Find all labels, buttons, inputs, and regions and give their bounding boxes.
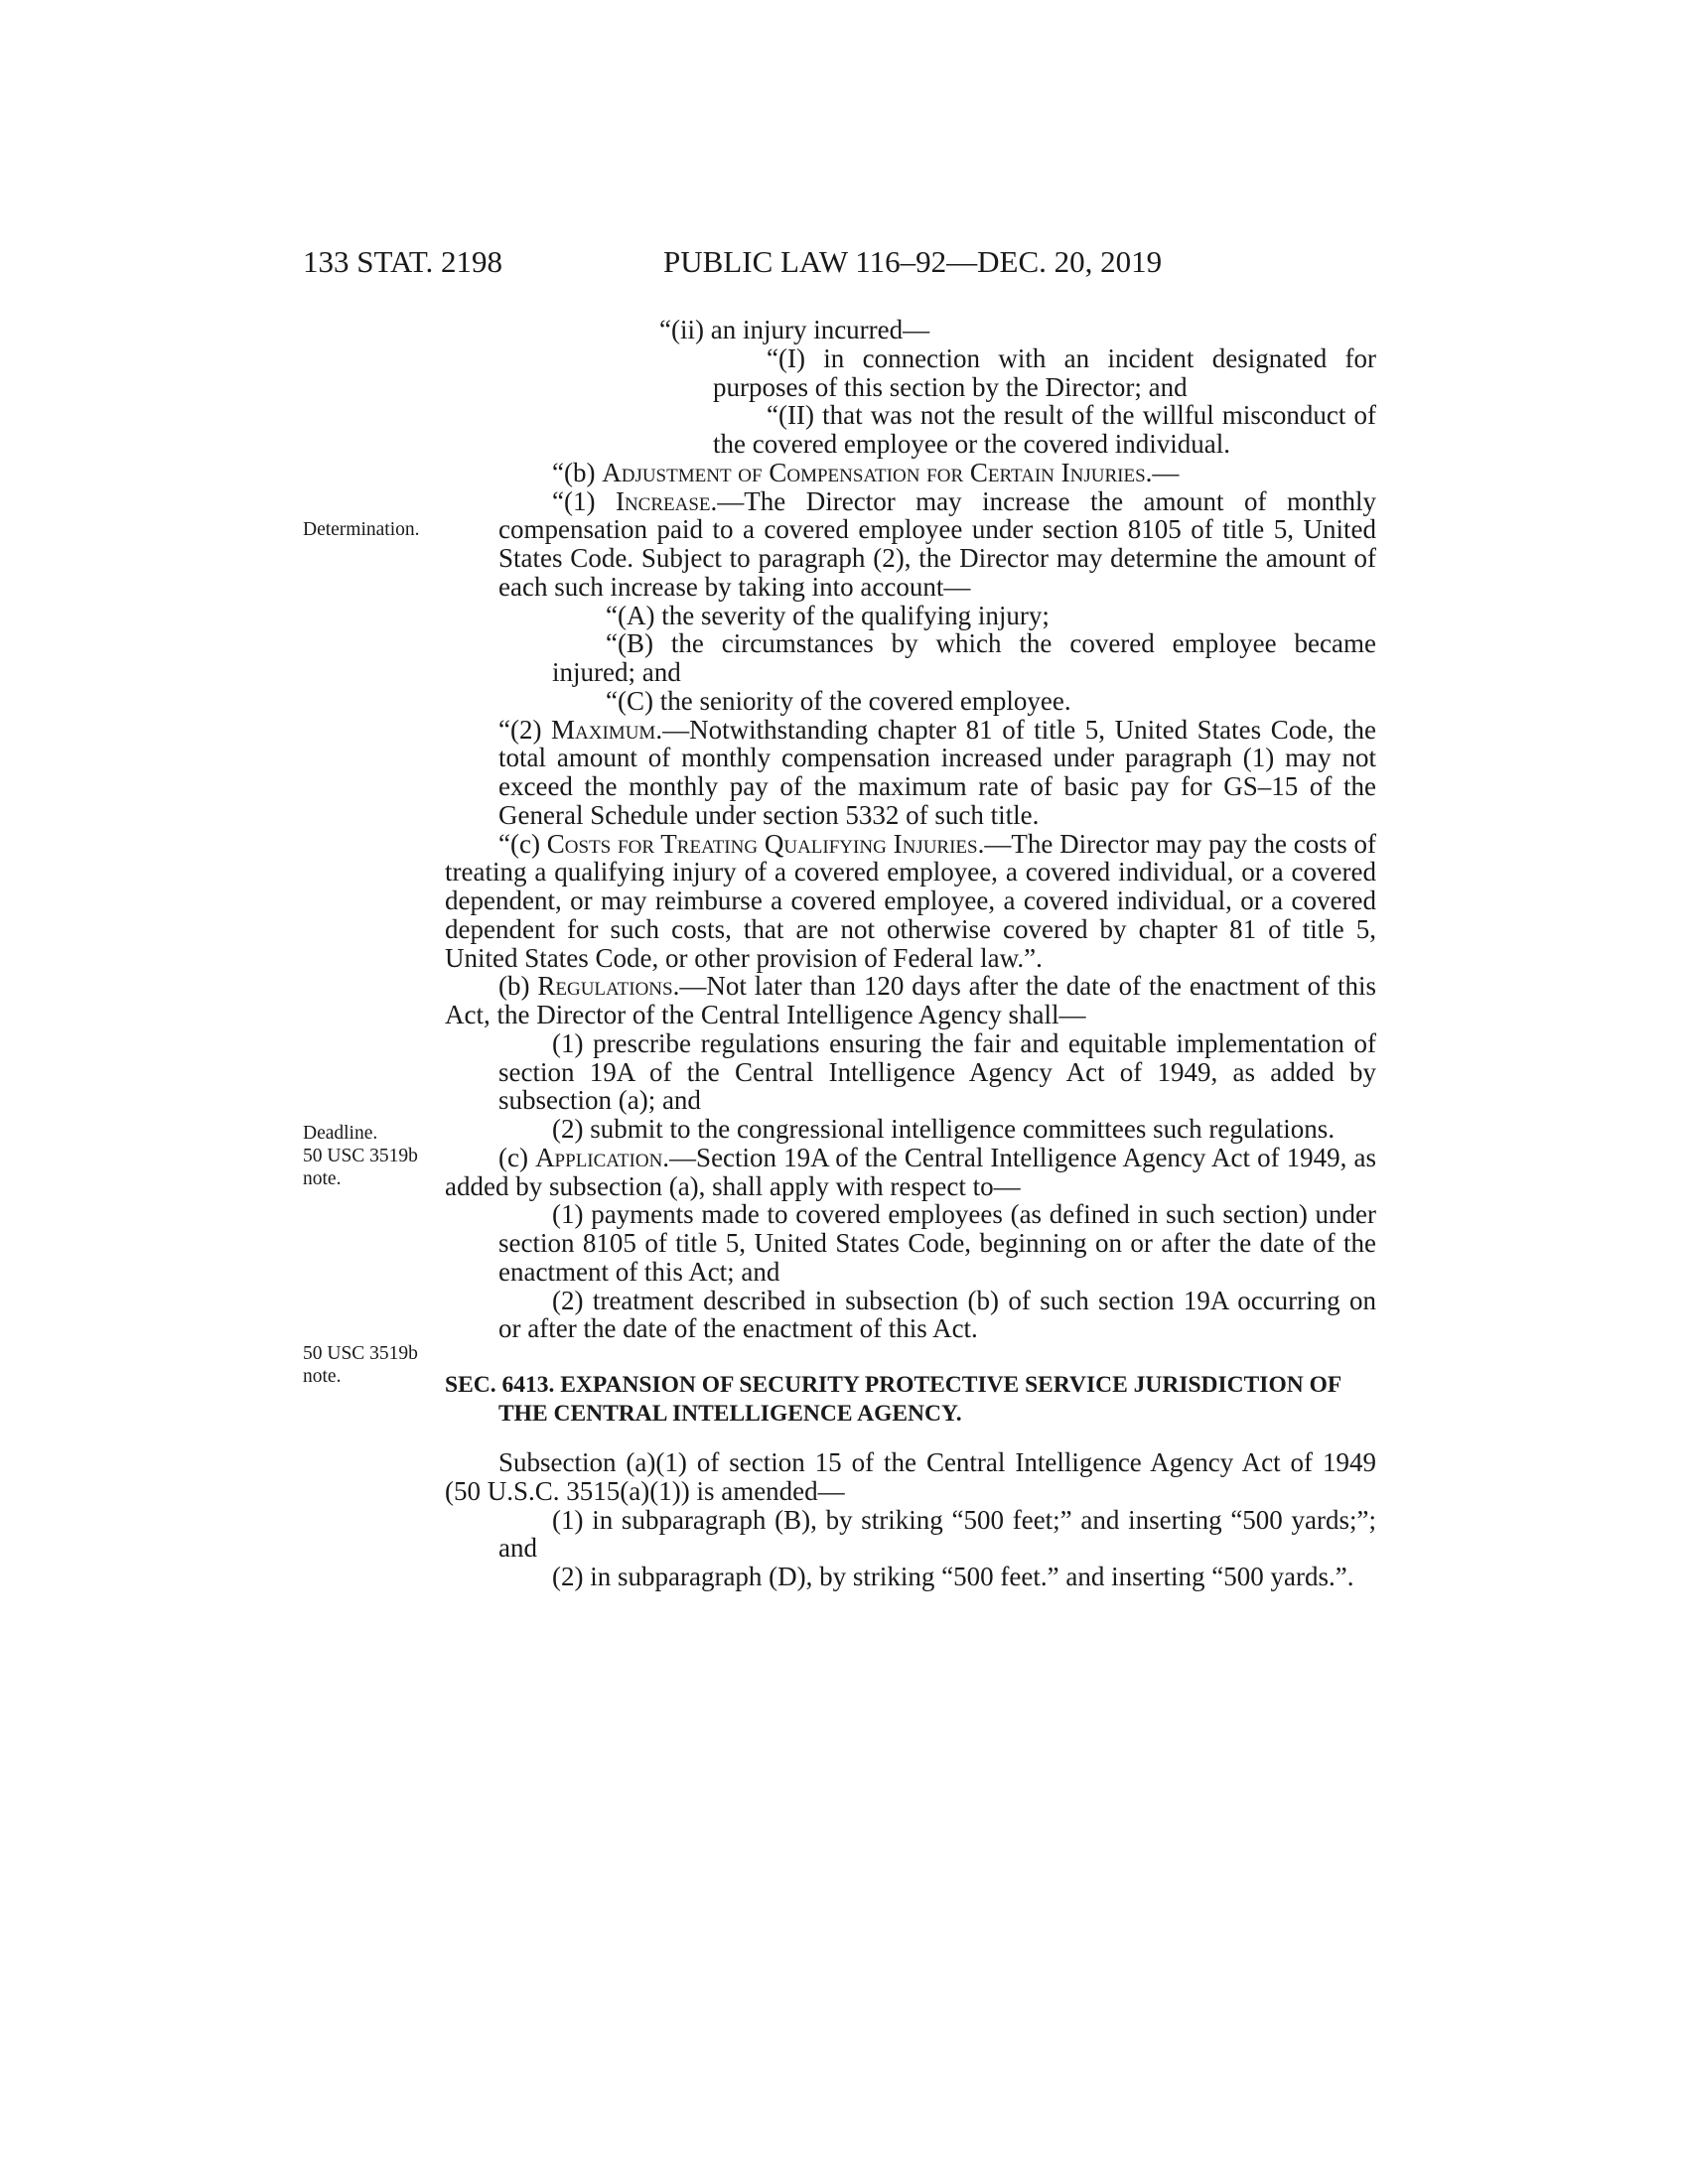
subsection-text: .—Section 19A of the Central Intelligence Agency Act of 1949, as added by subsection (a), shall apply with respect to—	[445, 1142, 1376, 1201]
application-item-2: (2) treatment described in subsection (b) of such section 19A occurring on or after the date of the enactment of this Act.	[498, 1285, 1376, 1344]
subsection-application	[445, 1144, 1376, 1201]
subclause-II: “(II) that was not the result of the willful misconduct of the covered employee or the covered individual.	[713, 400, 1376, 459]
subclause-I	[498, 344, 1376, 402]
paragraph-b1	[498, 487, 1376, 602]
subsection-heading: Costs for Treating Qualifying Injuries	[546, 828, 978, 859]
running-header: PUBLIC LAW 116–92—DEC. 20, 2019	[663, 244, 1163, 279]
statute-text	[445, 315, 1377, 1591]
margin-note-determination	[303, 518, 482, 541]
margin-note-usc: 50 USC 3519b	[303, 1146, 418, 1166]
regulations-item-1: (1) prescribe regulations ensuring the fair and equitable implementation of section 19A of the Central Intelligence Agency Act of 1949, as added by subsection (a); and	[498, 1027, 1376, 1116]
margin-note-text: note.	[303, 1168, 342, 1189]
subsection-number: (c)	[498, 1142, 528, 1172]
paragraph-text: .—Notwithstanding chapter 81 of title 5, United States Code, the total amount of monthly compensation increased under paragraph (1) may not exceed the monthly pay of the maximum rate of basic pay for GS–15 of the General Schedule under section 5332 of such title.	[498, 714, 1376, 830]
subsection-b-heading: Adjustment of Compensation for Certain Injuries	[602, 457, 1146, 487]
subsection-text: .—Not later than 120 days after the date of the enactment of this Act, the Director of the Central Intelligence Agency shall—	[445, 971, 1377, 1029]
margin-note-text: note.	[303, 1366, 342, 1387]
heading-dash: .—	[1145, 457, 1180, 487]
paragraph-b2	[498, 716, 1376, 830]
paragraph-number: “(1)	[552, 485, 596, 516]
margin-note-usc: 50 USC 3519b	[303, 1343, 418, 1364]
subsection-heading: Regulations	[537, 971, 673, 1002]
subparagraph-A: “(A) the severity of the qualifying injury;	[606, 600, 1050, 630]
paragraph-heading: Maximum	[551, 714, 656, 745]
paragraph-text: .—The Director may increase the amount of monthly compensation paid to a covered employee under section 8105 of title 5, United States Code. Subject to paragraph (2), the Director may determine the amount of each such increase by taking into account—	[498, 485, 1377, 602]
application-item-1: (1) payments made to covered employees (as defined in such section) under section 8105 of title 5, United States Code, beginning on or after the date of the enactment of this Act; and	[498, 1199, 1376, 1287]
subparagraph-B: “(B) the circumstances by which the covered employee became injured; and	[552, 628, 1376, 687]
subsection-text: .—The Director may pay the costs of treating a qualifying injury of a covered employee, a covered individual, or a covered dependent, or may reimburse a covered employee, a covered individual, or a covered dependent for such costs, that are not otherwise covered by chapter 81 of title 5, United States Code, or other provision of Federal law.”.	[445, 828, 1377, 973]
paragraph-number: “(2)	[498, 714, 542, 745]
section-intro: Subsection (a)(1) of section 15 of the Central Intelligence Agency Act of 1949 (50 U.S.C. 3515(a)(1)) is amended—	[445, 1447, 1376, 1506]
subsection-b-number: “(b)	[552, 457, 596, 487]
margin-note-text: Determination.	[303, 519, 420, 540]
subparagraph-C: “(C) the seniority of the covered employee.	[606, 685, 1071, 716]
section-heading: SEC. 6413. EXPANSION OF SECURITY PROTECTIVE SERVICE JURISDICTION OF THE CENTRAL INTELLIGENCE AGENCY.	[445, 1372, 1341, 1427]
subsection-regulations	[445, 972, 1376, 1029]
margin-note-text: Deadline.	[303, 1123, 378, 1144]
subclause-I-text: “(I) in connection with an incident designated	[767, 342, 1328, 373]
subsection-number: (b)	[498, 971, 530, 1002]
subsection-heading: Application	[535, 1142, 663, 1172]
section-item-2: (2) in subparagraph (D), by striking “500 feet.” and inserting “500 yards.”.	[552, 1562, 1354, 1591]
subsection-c	[445, 830, 1376, 973]
regulations-item-2: (2) submit to the congressional intelligence committees such regulations.	[552, 1114, 1336, 1144]
section-item-1: (1) in subparagraph (B), by striking “500 feet;” and inserting “500 yards;”; and	[498, 1504, 1376, 1564]
subsection-number: “(c)	[498, 828, 540, 859]
clause-ii: “(ii) an injury incurred—	[659, 315, 930, 344]
page-citation: 133 STAT. 2198	[303, 244, 503, 279]
paragraph-heading: Increase	[615, 485, 711, 516]
subclause-I-cont: for purposes of this section by the Director; and	[713, 342, 1376, 402]
subsection-b	[498, 459, 1376, 487]
